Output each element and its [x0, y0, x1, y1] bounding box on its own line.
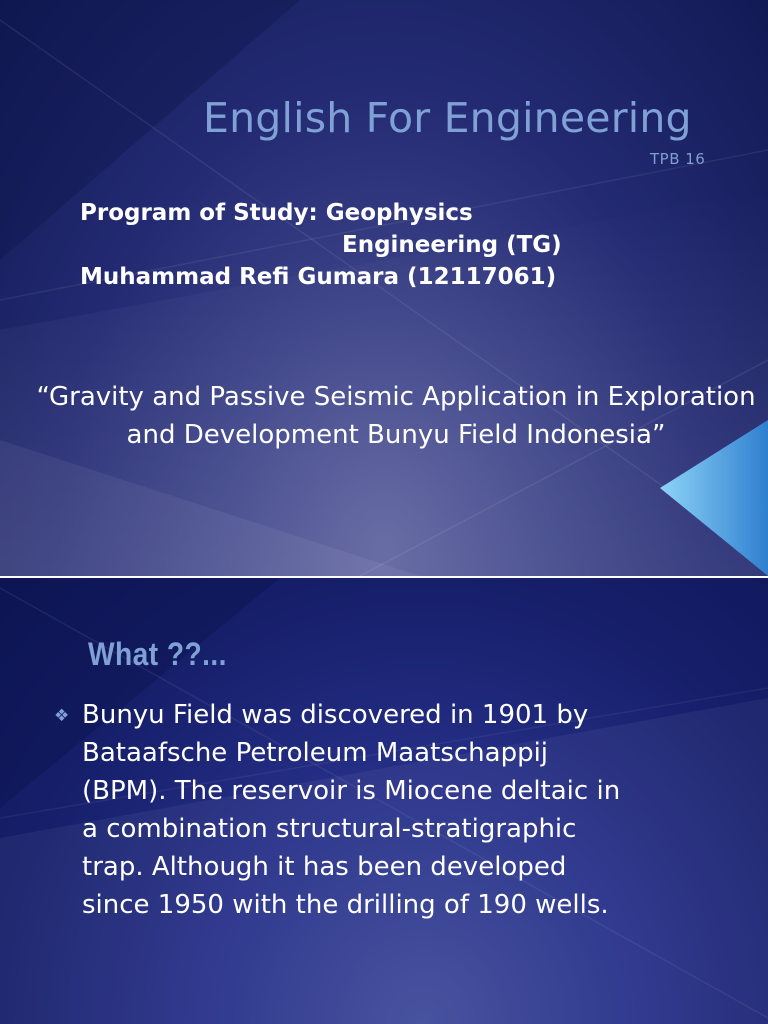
program-line-2: Engineering (TG) — [342, 232, 562, 258]
bullet-text: Bunyu Field was discovered in 1901 by Bataafsche Petroleum Maatschappij (BPM). The reservoir is Miocene deltaic in a combination structural-stratigraphic trap. Although it has been developed since 1950 with the drilling of 190 wells. — [82, 700, 621, 920]
program-line-1: Program of Study: Geophysics — [80, 200, 473, 226]
program-info — [80, 197, 640, 293]
author-name: Muhammad Refi Gumara (12117061) — [80, 264, 557, 290]
slide-subtitle: TPB 16 — [650, 150, 706, 168]
bullet-item — [54, 696, 744, 924]
diamond-bullet-icon: ❖ — [54, 706, 70, 726]
slide-title: English For Engineering — [203, 94, 692, 142]
section-heading: What ??... — [88, 636, 227, 672]
presentation-topic: “Gravity and Passive Seismic Application in Exploration and Development Bunyu Field Indonesia” — [36, 382, 756, 450]
